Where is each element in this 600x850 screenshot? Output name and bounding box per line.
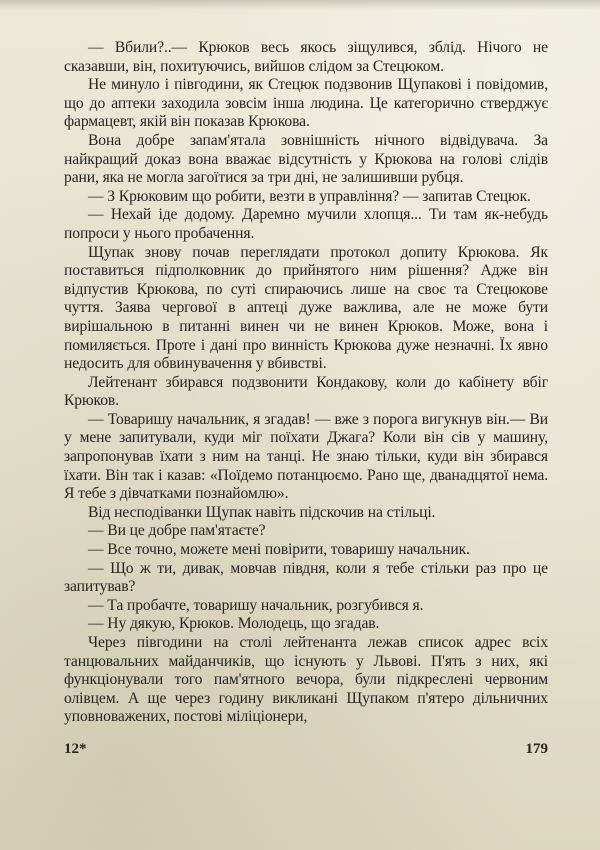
page-edge-shadow <box>0 0 600 10</box>
paragraph-2: Не минуло і півгодини, як Стецюк подзвонив Щупакові і повідомив, що до аптеки заходила зовсім інша людина. Це категорично стверджує фармацевт, якій він показав Крюкова. <box>64 76 548 131</box>
paragraph-4: — З Крюковим що робити, везти в управління? — запитав Стецюк. <box>88 187 531 205</box>
page-number: 179 <box>525 741 548 757</box>
paragraph-6: Щупак знову почав переглядати протокол допиту Крюкова. Як поставиться підполковник до прийнятого ним рішення? Адже він відпустив Крюкова, по суті спираючись лише на своє та Стецюкове чуття. Заява чергової в аптеці дуже важлива, але не може бути вирішальною в питанні винен чи не винен Крюков. Може, вона і помиляється. Проте і дані про винність Крюкова дуже незначні. Їх явно недосить для обвинувачення у вбивстві. <box>64 243 548 373</box>
body-text <box>64 39 548 727</box>
paragraph-9: Від несподіванки Щупак навіть підскочив на стільці. <box>88 503 436 521</box>
paragraph-3: Вона добре запам'ятала зовнішність нічного відвідувача. За найкращий доказ вона вважає відсутність у Крюкова на голові слідів рани, яка не могла загоїтися за три дні, не залишивши рубця. <box>64 131 548 187</box>
paragraph-10: — Ви це добре пам'ятаєте? <box>88 522 266 540</box>
paragraph-15: Через півгодини на столі лейтенанта лежав список адрес всіх танцювальних майданчиків, що існують у Львові. П'ять з них, які функціонували того пам'ятного вечора, були підкреслені червоним олівцем. А ще через годину викликані Щупаком п'ятеро дільничних уповноважених, постові міліціонери, <box>64 634 548 726</box>
signature-mark: 12* <box>64 741 87 757</box>
paragraph-12: — Що ж ти, дивак, мовчав півдня, коли я тебе стільки раз про це запитував? <box>64 559 548 596</box>
paragraph-1: — Вбили?..— Крюков весь якось зіщулився, зблід. Нічого не сказавши, він, похитуючись, вийшов слідом за Стецюком. <box>64 39 548 75</box>
paragraph-5: — Нехай іде додому. Даремно мучили хлопця... Ти там як-небудь попроси у нього пробачення. <box>64 206 548 242</box>
paragraph-8: — Товаришу начальник, я згадав! — вже з порога вигукнув він.— Ви у мене запитували, куди міг поїхати Джага? Коли він сів у машину, запропонував їхати з ним на танці. Не знаю тільки, куди він збирався їхати. Він так і казав: «Поїдемо потанцюємо. Рано ще, дванадцятої нема. Я тебе з дівчатками познайомлю». <box>64 410 548 503</box>
paragraph-7: Лейтенант збирався подзвонити Кондакову, коли до кабінету вбіг Крюков. <box>64 373 548 410</box>
paragraph-13: — Та пробачте, товаришу начальник, розгубився я. <box>88 596 424 614</box>
paragraph-14: — Ну дякую, Крюков. Молодець, що згадав. <box>88 615 380 633</box>
paragraph-11: — Все точно, можете мені повірити, товаришу начальник. <box>88 541 470 559</box>
